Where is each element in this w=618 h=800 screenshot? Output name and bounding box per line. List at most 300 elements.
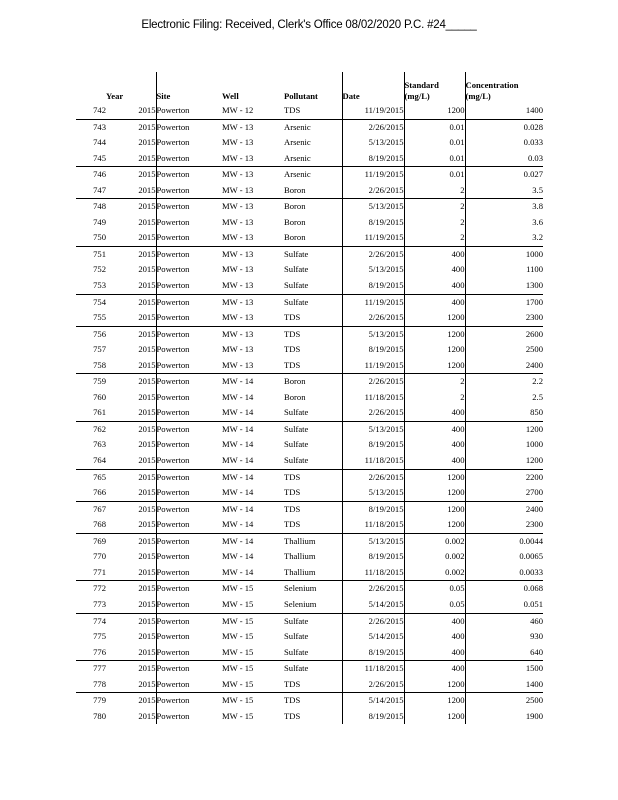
- site-cell: Powerton: [156, 437, 222, 453]
- concentration-cell: 1000: [465, 246, 543, 262]
- well-cell: MW - 14: [222, 455, 254, 466]
- site-cell: Powerton: [156, 453, 222, 469]
- table-row: [76, 246, 543, 262]
- site-cell: Powerton: [156, 405, 222, 421]
- year-cell: 2015: [138, 455, 156, 466]
- pollutant-cell: Arsenic: [284, 167, 342, 183]
- well-cell: MW - 13: [222, 246, 284, 262]
- date-cell: 8/19/2015: [342, 501, 404, 517]
- site-cell: Powerton: [156, 533, 222, 549]
- row-index-cell: 758: [93, 359, 106, 370]
- concentration-cell: 0.027: [465, 167, 543, 183]
- pollutant-cell: TDS: [284, 326, 342, 342]
- pollutant-cell: TDS: [284, 519, 301, 530]
- date-cell: 8/19/2015: [342, 709, 404, 725]
- date-cell: 5/13/2015: [342, 199, 404, 215]
- site-cell: Powerton: [156, 103, 222, 119]
- site-cell: Powerton: [156, 390, 222, 406]
- pollutant-cell: TDS: [284, 487, 301, 498]
- concentration-cell: 3.8: [465, 199, 543, 215]
- year-cell: 2015: [138, 631, 156, 642]
- site-cell: Powerton: [156, 485, 222, 501]
- table-row: [76, 119, 543, 135]
- concentration-cell: 3.6: [465, 215, 543, 231]
- pollutant-cell: TDS: [284, 469, 342, 485]
- standard-cell: 1200: [404, 693, 465, 709]
- row-index-cell: 770: [93, 551, 106, 562]
- standard-cell: 2: [404, 199, 465, 215]
- pollutant-cell: Sulfate: [284, 407, 309, 418]
- well-cell: MW - 13: [222, 264, 254, 275]
- table-row: [76, 453, 543, 469]
- pollutant-cell: Sulfate: [284, 646, 309, 657]
- well-cell: MW - 14: [222, 551, 254, 562]
- year-cell: 2015: [106, 199, 156, 215]
- row-index-cell: 776: [93, 646, 106, 657]
- site-cell: Powerton: [156, 645, 222, 661]
- well-cell: MW - 14: [222, 421, 284, 437]
- concentration-cell: 2.2: [465, 374, 543, 390]
- pollutant-cell: Boron: [284, 216, 306, 227]
- year-cell: 2015: [106, 374, 156, 390]
- header-well: Well: [222, 91, 239, 101]
- row-index-cell: 769: [76, 533, 106, 549]
- header-site: Site: [156, 72, 222, 103]
- header-standard-text: Standard (mg/L): [404, 80, 439, 101]
- date-cell: 8/19/2015: [342, 151, 404, 167]
- concentration-cell: 1200: [465, 421, 543, 437]
- well-cell: MW - 13: [222, 199, 284, 215]
- site-cell: Powerton: [156, 565, 222, 581]
- concentration-cell: 2300: [465, 517, 543, 533]
- year-cell: 2015: [106, 469, 156, 485]
- pollutant-cell: TDS: [284, 105, 301, 115]
- date-cell: 5/13/2015: [342, 421, 404, 437]
- year-cell: 2015: [106, 613, 156, 629]
- standard-cell: 1200: [404, 709, 465, 725]
- pollutant-cell: Arsenic: [284, 119, 342, 135]
- well-cell: MW - 14: [222, 439, 254, 450]
- year-cell: 2015: [106, 661, 156, 677]
- year-cell: 2015: [138, 184, 156, 195]
- date-cell: 2/26/2015: [342, 119, 404, 135]
- pollutant-cell: Sulfate: [284, 280, 309, 291]
- pollutant-cell: Thallium: [284, 551, 316, 562]
- row-index-cell: 750: [93, 232, 106, 243]
- pollutant-cell: Boron: [284, 199, 342, 215]
- header-standard: [404, 72, 465, 103]
- pollutant-cell: Boron: [284, 184, 306, 195]
- table-row: [76, 437, 543, 453]
- pollutant-cell: Boron: [284, 391, 306, 402]
- date-cell: 5/13/2015: [342, 262, 404, 278]
- site-cell: Powerton: [156, 119, 222, 135]
- standard-cell: 0.01: [404, 119, 465, 135]
- table-row: [76, 262, 543, 278]
- concentration-cell: 2400: [465, 501, 543, 517]
- standard-cell: 1200: [404, 310, 465, 326]
- well-cell: MW - 15: [222, 613, 284, 629]
- pollutant-cell: Sulfate: [284, 613, 342, 629]
- table-row: [76, 326, 543, 342]
- table-row: [76, 421, 543, 437]
- site-cell: Powerton: [156, 151, 222, 167]
- pollutant-cell: Sulfate: [284, 661, 342, 677]
- date-cell: 8/19/2015: [342, 645, 404, 661]
- well-cell: MW - 14: [222, 519, 254, 530]
- header-index: [76, 72, 106, 103]
- concentration-cell: 1100: [465, 262, 543, 278]
- concentration-cell: 460: [465, 613, 543, 629]
- date-cell: 5/14/2015: [342, 597, 404, 613]
- year-cell: 2015: [138, 216, 156, 227]
- table-row: [76, 709, 543, 725]
- concentration-cell: 2200: [465, 469, 543, 485]
- site-cell: Powerton: [156, 342, 222, 358]
- date-cell: 11/19/2015: [342, 103, 404, 119]
- year-cell: 2015: [106, 421, 156, 437]
- row-index-cell: 775: [93, 631, 106, 642]
- date-cell: 5/13/2015: [342, 326, 404, 342]
- well-cell: MW - 13: [222, 344, 254, 355]
- year-cell: 2015: [106, 501, 156, 517]
- well-cell: MW - 14: [222, 407, 254, 418]
- site-cell: Powerton: [156, 613, 222, 629]
- site-cell: Powerton: [156, 262, 222, 278]
- well-cell: MW - 13: [222, 184, 254, 195]
- row-index-cell: 743: [76, 119, 106, 135]
- row-index-cell: 744: [93, 137, 106, 148]
- date-cell: 11/18/2015: [342, 453, 404, 469]
- standard-cell: 2: [404, 230, 465, 246]
- year-cell: 2015: [138, 264, 156, 275]
- concentration-cell: 0.033: [465, 135, 543, 151]
- standard-cell: 1200: [404, 342, 465, 358]
- standard-cell: 0.05: [404, 581, 465, 597]
- row-index-cell: 760: [93, 391, 106, 402]
- date-cell: 2/26/2015: [342, 246, 404, 262]
- well-cell: MW - 14: [222, 566, 254, 577]
- date-cell: 8/19/2015: [342, 278, 404, 294]
- site-cell: Powerton: [156, 421, 222, 437]
- standard-cell: 0.01: [404, 135, 465, 151]
- table-row: [76, 661, 543, 677]
- pollutant-cell: Boron: [284, 232, 306, 243]
- table-row: [76, 517, 543, 533]
- site-cell: Powerton: [156, 278, 222, 294]
- standard-cell: 400: [404, 405, 465, 421]
- table-row: [76, 278, 543, 294]
- row-index-cell: 761: [93, 407, 106, 418]
- year-cell: 2015: [106, 119, 156, 135]
- site-cell: Powerton: [156, 709, 222, 725]
- site-cell: Powerton: [156, 358, 222, 374]
- date-cell: 5/13/2015: [342, 485, 404, 501]
- row-index-cell: 780: [93, 710, 106, 721]
- concentration-cell: 2400: [465, 358, 543, 374]
- pollutant-cell: TDS: [284, 501, 342, 517]
- date-cell: 2/26/2015: [342, 469, 404, 485]
- row-index-cell: 772: [76, 581, 106, 597]
- year-cell: 2015: [138, 407, 156, 418]
- concentration-cell: 2600: [465, 326, 543, 342]
- row-index-cell: 747: [93, 184, 106, 195]
- standard-cell: 0.002: [404, 549, 465, 565]
- table-row: [76, 565, 543, 581]
- site-cell: Powerton: [156, 215, 222, 231]
- well-cell: MW - 13: [222, 119, 284, 135]
- table-row: [76, 533, 543, 549]
- site-cell: Powerton: [156, 677, 222, 693]
- pollutant-cell: TDS: [284, 312, 301, 323]
- concentration-cell: 0.068: [465, 581, 543, 597]
- standard-cell: 1200: [404, 469, 465, 485]
- standard-cell: 1200: [404, 517, 465, 533]
- site-cell: Powerton: [156, 183, 222, 199]
- standard-cell: 1200: [404, 677, 465, 693]
- standard-cell: 2: [404, 183, 465, 199]
- table-row: [76, 310, 543, 326]
- row-index-cell: 766: [93, 487, 106, 498]
- pollutant-cell: Selenium: [284, 598, 317, 609]
- concentration-cell: 0.051: [465, 597, 543, 613]
- concentration-cell: 1900: [465, 709, 543, 725]
- row-index-cell: 748: [76, 199, 106, 215]
- concentration-cell: 1300: [465, 278, 543, 294]
- year-cell: 2015: [138, 598, 156, 609]
- year-cell: 2015: [138, 710, 156, 721]
- standard-cell: 1200: [404, 326, 465, 342]
- well-cell: MW - 13: [222, 232, 254, 243]
- table-row: [76, 103, 543, 119]
- pollutant-cell: TDS: [284, 678, 301, 689]
- standard-cell: 400: [404, 629, 465, 645]
- row-index-cell: 768: [93, 519, 106, 530]
- standard-cell: 400: [404, 661, 465, 677]
- site-cell: Powerton: [156, 374, 222, 390]
- concentration-cell: 640: [465, 645, 543, 661]
- well-cell: MW - 15: [222, 661, 284, 677]
- concentration-cell: 930: [465, 629, 543, 645]
- concentration-cell: 2700: [465, 485, 543, 501]
- date-cell: 11/18/2015: [342, 661, 404, 677]
- standard-cell: 400: [404, 645, 465, 661]
- row-index-cell: 746: [76, 167, 106, 183]
- pollutant-cell: Sulfate: [284, 439, 309, 450]
- date-cell: 2/26/2015: [342, 581, 404, 597]
- table-row: [76, 677, 543, 693]
- well-cell: MW - 14: [222, 487, 254, 498]
- standard-cell: 400: [404, 453, 465, 469]
- table-row: [76, 629, 543, 645]
- concentration-cell: 2500: [465, 693, 543, 709]
- date-cell: 11/19/2015: [342, 167, 404, 183]
- well-cell: MW - 13: [222, 312, 254, 323]
- year-cell: 2015: [138, 487, 156, 498]
- year-cell: 2015: [138, 551, 156, 562]
- well-cell: MW - 15: [222, 631, 254, 642]
- standard-cell: 1200: [404, 485, 465, 501]
- concentration-cell: 1700: [465, 294, 543, 310]
- pollutant-cell: TDS: [284, 710, 301, 721]
- date-cell: 11/18/2015: [342, 390, 404, 406]
- date-cell: 2/26/2015: [342, 183, 404, 199]
- concentration-cell: 3.5: [465, 183, 543, 199]
- well-cell: MW - 15: [222, 678, 254, 689]
- standard-cell: 0.002: [404, 565, 465, 581]
- pollutant-cell: Sulfate: [284, 294, 342, 310]
- year-cell: 2015: [106, 581, 156, 597]
- row-index-cell: 767: [76, 501, 106, 517]
- well-cell: MW - 13: [222, 152, 254, 163]
- row-index-cell: 752: [93, 264, 106, 275]
- table-row: [76, 294, 543, 310]
- header-pollutant: Pollutant: [284, 91, 318, 101]
- pollutant-cell: Sulfate: [284, 264, 309, 275]
- site-cell: Powerton: [156, 693, 222, 709]
- well-cell: MW - 15: [222, 693, 284, 709]
- site-cell: Powerton: [156, 501, 222, 517]
- standard-cell: 400: [404, 278, 465, 294]
- year-cell: 2015: [138, 566, 156, 577]
- site-cell: Powerton: [156, 310, 222, 326]
- year-cell: 2015: [138, 152, 156, 163]
- concentration-cell: 2300: [465, 310, 543, 326]
- row-index-cell: 771: [93, 566, 106, 577]
- standard-cell: 0.01: [404, 151, 465, 167]
- standard-cell: 2: [404, 374, 465, 390]
- table-row: [76, 405, 543, 421]
- year-cell: 2015: [138, 439, 156, 450]
- site-cell: Powerton: [156, 230, 222, 246]
- well-cell: MW - 13: [222, 137, 254, 148]
- well-cell: MW - 13: [222, 326, 284, 342]
- site-cell: Powerton: [156, 469, 222, 485]
- concentration-cell: 850: [465, 405, 543, 421]
- row-index-cell: 755: [93, 312, 106, 323]
- standard-cell: 400: [404, 421, 465, 437]
- concentration-cell: 0.0044: [465, 533, 543, 549]
- standard-cell: 400: [404, 437, 465, 453]
- well-cell: MW - 14: [222, 374, 284, 390]
- site-cell: Powerton: [156, 581, 222, 597]
- year-cell: 2015: [138, 519, 156, 530]
- concentration-cell: 1000: [465, 437, 543, 453]
- well-cell: MW - 14: [222, 501, 284, 517]
- year-cell: 2015: [138, 232, 156, 243]
- year-cell: 2015: [106, 533, 156, 549]
- year-cell: 2015: [106, 246, 156, 262]
- table-header: [76, 72, 543, 103]
- site-cell: Powerton: [156, 661, 222, 677]
- header-concentration: [465, 72, 543, 103]
- row-index-cell: 762: [76, 421, 106, 437]
- date-cell: 11/18/2015: [342, 517, 404, 533]
- row-index-cell: 745: [93, 152, 106, 163]
- header-year: Year: [106, 91, 124, 101]
- table-row: [76, 183, 543, 199]
- well-cell: MW - 13: [222, 216, 254, 227]
- pollutant-cell: TDS: [284, 693, 342, 709]
- well-cell: MW - 15: [222, 598, 254, 609]
- standard-cell: 0.01: [404, 167, 465, 183]
- concentration-cell: 0.028: [465, 119, 543, 135]
- concentration-cell: 1200: [465, 453, 543, 469]
- site-cell: Powerton: [156, 135, 222, 151]
- standard-cell: 1200: [404, 358, 465, 374]
- concentration-cell: 1500: [465, 661, 543, 677]
- well-cell: MW - 13: [222, 280, 254, 291]
- table-row: [76, 230, 543, 246]
- date-cell: 11/19/2015: [342, 358, 404, 374]
- date-cell: 11/18/2015: [342, 565, 404, 581]
- concentration-cell: 1400: [465, 677, 543, 693]
- pollutant-cell: Sulfate: [284, 246, 342, 262]
- table-row: [76, 167, 543, 183]
- date-cell: 2/26/2015: [342, 310, 404, 326]
- row-index-cell: 757: [93, 344, 106, 355]
- well-cell: MW - 13: [222, 359, 254, 370]
- header-date: Date: [342, 72, 404, 103]
- table-row: [76, 342, 543, 358]
- row-index-cell: 763: [93, 439, 106, 450]
- concentration-cell: 1400: [465, 103, 543, 119]
- date-cell: 5/13/2015: [342, 135, 404, 151]
- year-cell: 2015: [138, 344, 156, 355]
- pollutant-cell: Thallium: [284, 533, 342, 549]
- pollutant-cell: Arsenic: [284, 137, 311, 148]
- concentration-cell: 0.0033: [465, 565, 543, 581]
- well-cell: MW - 14: [222, 533, 284, 549]
- table-row: [76, 469, 543, 485]
- site-cell: Powerton: [156, 517, 222, 533]
- year-cell: 2015: [138, 312, 156, 323]
- concentration-cell: 2500: [465, 342, 543, 358]
- date-cell: 8/19/2015: [342, 437, 404, 453]
- row-index-cell: 751: [76, 246, 106, 262]
- well-cell: MW - 15: [222, 710, 254, 721]
- site-cell: Powerton: [156, 629, 222, 645]
- well-cell: MW - 12: [222, 105, 254, 115]
- standard-cell: 2: [404, 215, 465, 231]
- year-cell: 2015: [138, 678, 156, 689]
- site-cell: Powerton: [156, 246, 222, 262]
- table-row: [76, 645, 543, 661]
- date-cell: 2/26/2015: [342, 374, 404, 390]
- table-row: [76, 390, 543, 406]
- table-row: [76, 549, 543, 565]
- pollutant-cell: Sulfate: [284, 631, 309, 642]
- row-index-cell: 765: [76, 469, 106, 485]
- concentration-cell: 0.03: [465, 151, 543, 167]
- date-cell: 8/19/2015: [342, 342, 404, 358]
- table-body: [76, 103, 543, 724]
- data-table: [76, 72, 543, 724]
- pollutant-cell: Sulfate: [284, 455, 309, 466]
- date-cell: 5/14/2015: [342, 693, 404, 709]
- concentration-cell: 2.5: [465, 390, 543, 406]
- table-row: [76, 693, 543, 709]
- table-row: [76, 485, 543, 501]
- year-cell: 2015: [106, 167, 156, 183]
- table-row: [76, 358, 543, 374]
- site-cell: Powerton: [156, 167, 222, 183]
- standard-cell: 1200: [404, 501, 465, 517]
- date-cell: 5/13/2015: [342, 533, 404, 549]
- site-cell: Powerton: [156, 294, 222, 310]
- standard-cell: 400: [404, 613, 465, 629]
- row-index-cell: 742: [93, 105, 106, 115]
